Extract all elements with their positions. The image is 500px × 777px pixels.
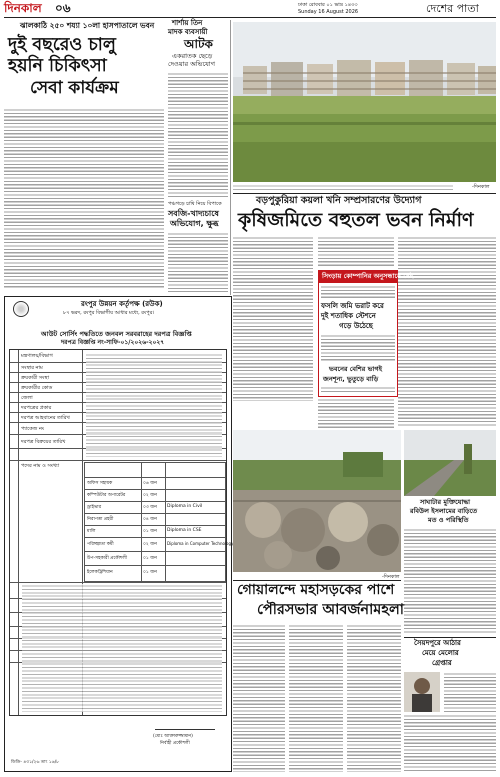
mid-story-1-body xyxy=(168,72,228,198)
tender-notice xyxy=(4,296,232,772)
post-count: ০১ জন xyxy=(143,529,157,534)
side-story-1-headline-1: সাঘাটার মুক্তিযোদ্ধা xyxy=(420,498,471,506)
side-story-2-headline-2: মেয়ে মেলোর xyxy=(422,649,459,657)
inner-box-sub-1: ভবনের বেশির ভাগই xyxy=(329,365,382,373)
tender-title: আউট সোর্সিং পদ্ধতিতে জনবল সরবরাহের দরপত্র বিজ্ঞপ্তি xyxy=(41,330,192,338)
bottom-story-headline-2: পৌরসভার আবর্জনামহলা xyxy=(257,602,404,618)
bottom-story-headline-1: গোয়ালন্দে মহাসড়কের পাশে xyxy=(237,582,395,598)
post-count: ০৩ জন xyxy=(143,505,157,510)
qualification: Diploma in CSE xyxy=(167,528,202,533)
tender-row-label: পদের নাম ও সংখ্যা xyxy=(21,463,60,469)
tender-row-values xyxy=(86,353,222,457)
inner-box-tag: সিংড়ায় কোম্পানির অনুসন্ধানে নেই xyxy=(322,272,414,280)
left-story-headline-3: সেবা কার্যক্রম xyxy=(30,78,119,98)
inner-box-headline-3: গড়ে উঠেছে xyxy=(339,322,373,330)
side-story-2-rule xyxy=(404,637,496,638)
top-right-body-col-2 xyxy=(318,236,394,266)
bottom-story-body-1 xyxy=(233,624,285,772)
post-name: নিরাপত্তা প্রহরী xyxy=(87,517,114,522)
mid-story-1-sub-2: দেওয়ার অভিযোগ xyxy=(168,60,216,68)
tender-row-label: দরপত্র আহবানের তারিখ xyxy=(21,415,70,421)
inner-box-body-bottom xyxy=(321,386,395,394)
side-story-1-headline-2: রবিউল ইসলামের বাড়িতে xyxy=(410,507,478,515)
road-photo-credit: -দিনকাল xyxy=(382,574,400,580)
tender-signature xyxy=(155,719,215,730)
post-count: ০২ জন xyxy=(143,493,157,498)
side-photo-2 xyxy=(404,672,440,712)
bottom-story-body-2 xyxy=(289,624,343,772)
posts-table xyxy=(84,462,234,582)
top-right-headline: কৃষিজমিতে বহুতল ভবন নির্মাণ xyxy=(238,209,474,231)
post-count: ০১ জন xyxy=(143,570,157,575)
buildings-photo-caption xyxy=(233,184,453,190)
tender-row-label: ক্রয়কারীর কোড xyxy=(21,385,53,391)
tender-org: রংপুর উন্নয়ন কর্তৃপক্ষ (রউক) xyxy=(81,300,163,308)
inner-box-headline-2: দুই শতাধিক স্টেশনে xyxy=(321,312,376,320)
inner-box-body-top xyxy=(321,285,395,299)
top-right-kicker: বড়পুকুরিয়া কয়লা খনি সম্প্রসারণের উদ্যোগ xyxy=(256,195,422,206)
tender-table xyxy=(9,349,234,716)
post-name: উপ-সহকারী প্রকৌশলী xyxy=(87,556,128,561)
post-name: কম্পিউটার অপারেটর xyxy=(87,493,126,498)
tender-row-label: সংস্থার নাম xyxy=(21,365,43,371)
inner-box xyxy=(318,270,414,397)
post-name: পরিচ্ছন্নতা কর্মী xyxy=(87,542,114,547)
side-story-2-headline-1: সৈয়দপুরে আঠার xyxy=(414,639,461,647)
left-story-headline-2: হয়নি চিকিৎসা xyxy=(8,56,107,76)
top-right-rule xyxy=(233,193,496,194)
mid-story-2-body xyxy=(168,232,228,292)
tender-row-label: জেলা xyxy=(21,395,33,401)
top-right-body-col-2b xyxy=(318,398,394,428)
post-name: অফিস সহায়ক xyxy=(87,481,113,486)
side-story-2-body-a xyxy=(444,672,496,712)
buildings-photo-credit: -দিনকাল xyxy=(472,184,490,190)
top-right-body-col-3 xyxy=(398,236,496,426)
tender-subtitle: দরপত্র বিজ্ঞপ্তি নং-সাফি-০১/২০২৬-২০২৭ xyxy=(61,339,165,346)
bottom-story-rule xyxy=(233,580,401,581)
top-right-body-col-1 xyxy=(233,236,313,401)
page-number: ০৬ xyxy=(55,1,71,15)
post-count: ০৪ জন xyxy=(143,517,157,522)
qualification: Diploma in Computer Technology xyxy=(167,541,234,546)
tender-row-label: দরপত্র বিক্রয়ের তারিখ xyxy=(21,439,66,445)
post-count: ০১ জন xyxy=(143,556,157,561)
post-name: মালি xyxy=(87,529,96,534)
side-story-2-headline-3: গ্রেপ্তার xyxy=(432,659,452,667)
side-story-1-body xyxy=(404,528,496,633)
left-story-headline-1: দুই বছরেও চালু xyxy=(8,35,116,55)
side-story-1-headline-3: মত ও পরিস্থিতি xyxy=(428,516,469,524)
masthead-brand: দিনকাল xyxy=(4,1,42,15)
masthead-date-en: Sunday 16 August 2026 xyxy=(298,9,359,15)
tender-row-label: মন্ত্রণালয়/বিভাগ xyxy=(21,353,53,359)
mid-story-2-headline-2: অভিযোগ, ক্ষুব্ধ xyxy=(170,219,219,228)
tender-signature-role: নির্বাহী প্রকৌশলী xyxy=(160,741,190,746)
mid-story-2 xyxy=(168,202,228,292)
mid-story-1-sub-1: একরাতক ছেড়ে xyxy=(172,52,213,60)
mid-story-1-headline: আটক xyxy=(184,37,213,51)
buildings-photo xyxy=(233,22,496,182)
mid-story-1-kicker: শার্শায় তিন xyxy=(172,19,203,27)
mid-story-1-kicker-2: মাদক ব্যবসায়ী xyxy=(168,28,208,36)
side-story-2-body-b xyxy=(404,714,496,772)
tender-ref: ডিডি- ৪৩১/২৬ তাং ১৬/৮ xyxy=(11,760,60,765)
tender-address: ৮৭ ভরদ, রংপুর বিভাগীয় আধার মধ্যে, রংপুর। xyxy=(63,310,155,316)
tender-row-label: দরপত্রের প্রকার xyxy=(21,405,52,411)
left-story xyxy=(4,20,164,290)
qualification: Diploma in Civil xyxy=(167,504,203,509)
masthead-date-bn: ঢাকা রোববার ০১ ভাদ্র ১৪৩৩ xyxy=(298,2,358,8)
inner-box-sub-2: জনশূন্য, ভুতুড়ে বাড়ি xyxy=(323,375,379,383)
mid-column-divider xyxy=(230,20,231,295)
tender-row-label: ক্রয়কারী সংস্থা xyxy=(21,375,50,381)
tender-row-label: প্যাকেজ নং xyxy=(21,426,45,432)
post-count: ০৬ জন xyxy=(143,481,157,486)
mid-story-1 xyxy=(168,20,228,170)
inner-box-headline-1: ফসলি জমি ভরাট করে xyxy=(321,302,384,310)
bottom-story-body-3 xyxy=(347,624,401,772)
left-story-kicker: ঝালকাঠি ২৫০ শয্যা ১০লা হাসপাতালে ভবন xyxy=(20,21,155,30)
mid-story-2-headline-1: সবজি-খাদ্যচাষে xyxy=(168,209,219,218)
tender-signature-name: (মোঃ আক্তারুজ্জামান) xyxy=(153,734,193,739)
mid-story-2-kicker: পঞ্চগড়ে চাষি নিয়ে বিপাকে xyxy=(168,201,222,207)
masthead xyxy=(0,0,500,17)
tender-conditions xyxy=(22,584,222,712)
road-photo xyxy=(233,430,401,572)
post-count: ০২ জন xyxy=(143,542,157,547)
post-name: ড্রাইভার xyxy=(87,505,102,510)
tender-logo xyxy=(13,301,29,317)
inner-box-body-mid xyxy=(321,334,395,362)
masthead-rule xyxy=(4,17,496,18)
section-name: দেশের পাতা xyxy=(426,2,479,15)
post-name: ইলেকট্রিশিয়ান xyxy=(87,570,113,575)
side-photo-1 xyxy=(404,430,496,496)
left-story-body xyxy=(4,108,164,288)
